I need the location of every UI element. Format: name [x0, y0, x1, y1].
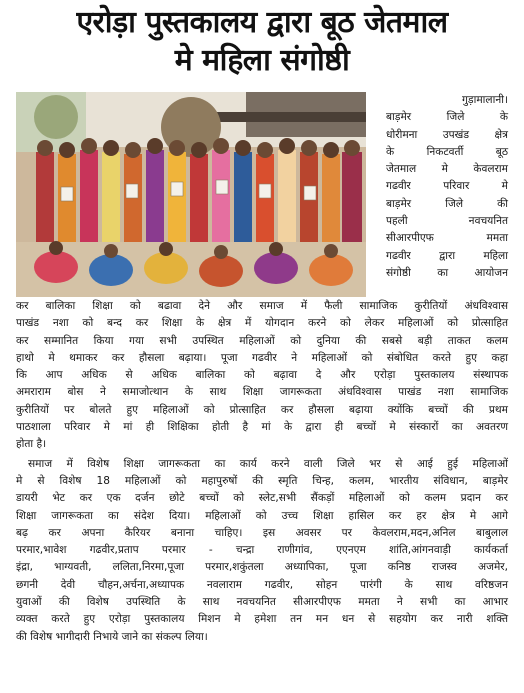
intro-line: संगोष्ठी का आयोजन: [386, 266, 508, 279]
body-line: अमराराम बोस ने समाजोत्थान के साथ शिक्षा जागरूकता अंधविश्वास पाखंड नशा सामाजिक: [16, 386, 508, 399]
intro-line: गढवीर द्वारा महिला: [386, 249, 508, 262]
intro-column: [386, 92, 508, 282]
body-line: कि आप अधिक से अधिक बालिका को बढ़ावा दे और एरोड़ा पुस्तकालय संस्थापक: [16, 369, 508, 382]
body-line: परमार,भावेश गढवीर,प्रताप परमार - चन्द्रा राणीगांव, एएनएम शांति,आंगनवाड़ी कार्यकर्ता: [16, 544, 508, 557]
body-line: पाखंड नशा को बन्द कर शिक्षा के क्षेत्र में योगदान करने को लेकर महिलाओं को प्रोत्साहित: [16, 317, 508, 330]
body-line: डायरी भेट कर एक दर्जन छोटे बच्चों को स्लेट,सभी सैंकड़ों महिलाओं को कलम प्रदान कर: [16, 492, 508, 505]
body-line: मे से विशेष 18 महिलाओं को महापुरुषों की स्मृति चिन्ह, कलम, भारतीय संविधान, बाड़मेर: [16, 474, 508, 487]
paragraph-1: [16, 298, 508, 454]
group-photo-illustration: [16, 92, 366, 297]
intro-line: सीआरपीएफ ममता: [386, 232, 508, 245]
body-line: युवाओं की विशेष उपस्थिति के साथ नवचयनित सीआरपीएफ ममता ने सभी का आभार: [16, 596, 508, 609]
intro-line: जेतमाल मे केवलराम: [386, 163, 508, 176]
body-line: इंद्रा, भाग्यवती, ललिता,निरमा,पूजा परमार,शकुंतला अध्यापिका, पूजा कनिष्ठ राजस्व अजमेर,: [16, 561, 508, 574]
article-body: [16, 298, 508, 646]
intro-line: पहली नवचयनित: [386, 215, 508, 228]
body-line: पाठशाला परिवार मे मां ही शिक्षिका होती है मां के द्वारा ही बच्चों मे संस्कारों का अवतरण: [16, 421, 508, 434]
intro-line: बाड़मेर जिले की: [386, 197, 508, 210]
paragraph-2: [16, 456, 508, 646]
body-line: समाज में विशेष शिक्षा जागरूकता का कार्य करने वाली जिले भर से आई हुई महिलाओं: [28, 457, 508, 470]
group-photo-image: [16, 92, 366, 297]
intro-line: धोरीमना उपखंड क्षेत्र: [386, 128, 508, 141]
body-line: छगनी देवी चौहन,अर्चना,अध्यापक नवलाराम गढवीर, सोहन पारंगी के साथ वरिष्ठजन: [16, 578, 508, 591]
body-line: होता है।: [16, 438, 47, 451]
headline-line-1: एरोड़ा पुस्तकालय द्वारा बूठ जेतमाल: [76, 5, 448, 40]
headline: [0, 4, 524, 80]
body-line: हाथो मे थमाकर कर हौसला बढ़ाया। पूजा गढवीर ने महिलाओं को संबोधित करते हुए कहा: [16, 351, 508, 364]
intro-line: गुड़ामालानी।: [461, 94, 508, 106]
body-line: कर सम्मानित किया गया सभी उपस्थित महिलाओं को दुनिया की सबसे बड़ी ताकत कलम: [16, 334, 508, 347]
headline-line-2: मे महिला संगोष्ठी: [174, 43, 350, 78]
body-line: बढ़ कर अपना कैरियर बनाना चाहिए। इस अवसर पर केवलराम,मदन,अनिल बाबुलाल: [16, 526, 508, 539]
body-line: व्यक्त करते हुए एरोड़ा पुस्तकालय मिशन मे हमेशा तन मन धन से सहयोग कर नारी शक्ति: [16, 613, 508, 626]
intro-line: बाड़मेर जिले के: [386, 111, 508, 124]
body-line: कर बालिका शिक्षा को बढावा देने और समाज में फैली सामाजिक कुरीतियों अंधविश्वास: [16, 300, 508, 312]
intro-line: के निकटवर्ती बूठ: [386, 145, 508, 158]
intro-line: गढवीर परिवार मे: [386, 180, 508, 193]
body-line: शिक्षा जागरूकता का संदेश दिया। महिलाओं को उच्च शिक्षा हासिल कर हर क्षेत्र मे आगे: [16, 509, 508, 522]
body-line: की विशेष भागीदारी निभाये जाने का संकल्प लिया।: [16, 630, 208, 643]
body-line: कुरीतियों पर बोलते हुए महिलाओं को प्रोत्साहित कर हौसला बढ़ाया क्योंकि बच्चों की प्रथम: [16, 403, 508, 416]
